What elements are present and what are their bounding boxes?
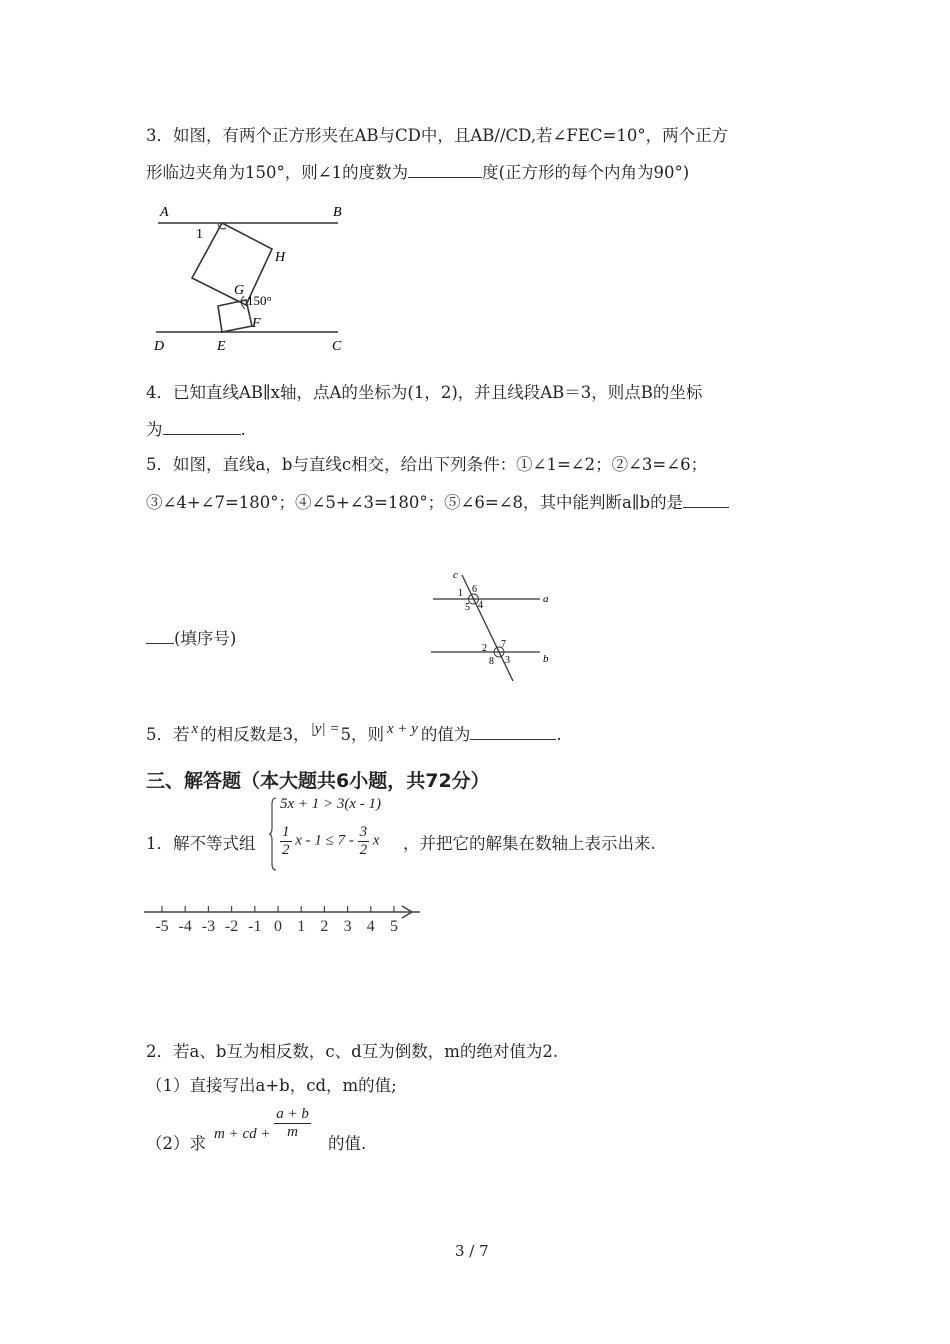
s2-expression xyxy=(214,1106,311,1143)
q5-figure xyxy=(425,565,565,685)
q4-line2-text-b: . xyxy=(240,420,246,439)
q5b-line xyxy=(146,721,562,745)
tick-label: 3 xyxy=(343,918,352,935)
s1-brace xyxy=(268,796,278,872)
q4-line1: 4．已知直线AB∥x轴，点A的坐标为(1，2)，并且线段AB＝3，则点B的坐标 xyxy=(146,383,703,402)
label-3: 3 xyxy=(505,655,510,666)
s1-frac-three-halves xyxy=(358,824,370,858)
q4-line2 xyxy=(146,416,246,440)
q3-answer-blank xyxy=(408,177,482,178)
q5b-text-5: . xyxy=(556,725,562,744)
s1-inequality-1: 5x + 1 > 3(x - 1) xyxy=(280,796,382,812)
label-a: a xyxy=(543,593,549,605)
label-d: D xyxy=(154,339,165,354)
q3-line2 xyxy=(146,159,689,183)
tick-label: -5 xyxy=(155,918,169,935)
q5b-text-3: 5，则 xyxy=(340,725,384,744)
section3-title: 三、解答题（本大题共6小题，共72分） xyxy=(146,770,490,792)
q5b-var-x: x xyxy=(191,721,199,737)
tick-label: 0 xyxy=(274,918,282,935)
q5-line2-text: ③∠4+∠7=180°；④∠5+∠3=180°；⑤∠6=∠8，其中能判断a∥b的是 xyxy=(146,493,684,512)
q5b-answer-blank xyxy=(470,739,556,740)
label-b: B xyxy=(333,205,342,220)
label-1: 1 xyxy=(458,588,463,599)
label-c: C xyxy=(332,339,342,354)
s1-frac1-den: 2 xyxy=(282,841,290,858)
q4-answer-blank xyxy=(163,434,241,435)
q5-answer-blank-a xyxy=(683,507,729,508)
number-line xyxy=(140,898,420,938)
page-number: 3 / 7 xyxy=(455,1242,489,1260)
s2-line3-suffix: 的值. xyxy=(328,1134,367,1153)
label-c: c xyxy=(453,569,458,581)
q3-figure xyxy=(140,198,360,358)
label-h: H xyxy=(275,250,286,265)
q5b-abs-y: |y| = xyxy=(310,721,340,737)
s1-inequality-2 xyxy=(280,824,380,858)
s1-frac1-num: 1 xyxy=(282,824,290,840)
q5-line3 xyxy=(146,625,236,649)
tick-label: 2 xyxy=(320,918,329,935)
tick-label: -1 xyxy=(248,918,262,935)
q3-line2-text-b: 度(正方形的每个内角为90°) xyxy=(482,163,690,182)
label-b: b xyxy=(543,653,549,665)
s1-prefix: 1．解不等式组 xyxy=(146,834,256,853)
label-4: 4 xyxy=(478,600,483,611)
label-8: 8 xyxy=(489,656,494,667)
s1-ineq2-x: x xyxy=(372,832,380,849)
tick-label: -2 xyxy=(224,918,239,935)
s2-frac-num: a + b xyxy=(276,1106,309,1122)
s2-line3-prefix: （2）求 xyxy=(146,1134,206,1153)
label-2: 2 xyxy=(482,643,487,654)
s2-line1: 2．若a、b互为相反数，c、d互为倒数，m的绝对值为2. xyxy=(146,1042,559,1061)
label-e: E xyxy=(217,339,226,354)
q5b-text-2: 的相反数是3， xyxy=(200,725,310,744)
s2-fraction xyxy=(274,1106,311,1140)
label-6: 6 xyxy=(472,584,477,595)
tick-label: 4 xyxy=(366,918,375,935)
s1-frac2-num: 3 xyxy=(359,824,368,840)
s1-ineq2-mid: x - 1 ≤ 7 - xyxy=(295,832,354,849)
q5-answer-blank-b xyxy=(146,643,174,644)
q5-line1: 5．如图，直线a，b与直线c相交，给出下列条件：①∠1=∠2；②∠3=∠6； xyxy=(146,455,708,474)
tick-label: 5 xyxy=(390,918,398,935)
s2-expr-main: m + cd + xyxy=(214,1126,271,1143)
s1-frac2-den: 2 xyxy=(359,841,368,858)
label-angle1: 1 xyxy=(196,227,203,242)
s1-frac-half xyxy=(280,824,292,858)
q3-line2-text-a: 形临边夹角为150°，则∠1的度数为 xyxy=(146,163,409,182)
s1-suffix: ，并把它的解集在数轴上表示出来. xyxy=(403,834,656,853)
tick-label: -4 xyxy=(178,918,192,935)
number-line-ticks xyxy=(155,906,398,935)
q4-line2-text-a: 为 xyxy=(146,420,163,439)
label-a: A xyxy=(160,205,169,220)
q5-line2 xyxy=(146,489,729,513)
q3-line1: 3．如图，有两个正方形夹在AB与CD中，且AB//CD,若∠FEC=10°，两个正方 xyxy=(146,126,729,145)
q5b-text-4: 的值为 xyxy=(420,725,471,744)
label-150: 150° xyxy=(247,293,272,308)
tick-label: 1 xyxy=(297,918,306,935)
tick-label: -3 xyxy=(201,918,216,935)
label-7: 7 xyxy=(501,639,506,650)
q5b-expr-xy: x + y xyxy=(386,721,418,737)
q5-line3-text: (填序号) xyxy=(174,629,237,648)
q5b-text-1: 5．若 xyxy=(146,725,190,744)
label-f: F xyxy=(252,316,261,331)
s2-line2: （1）直接写出a+b，cd，m的值; xyxy=(146,1076,397,1095)
s2-frac-den: m xyxy=(287,1123,298,1140)
label-5: 5 xyxy=(465,602,470,613)
label-g: G xyxy=(234,283,245,298)
